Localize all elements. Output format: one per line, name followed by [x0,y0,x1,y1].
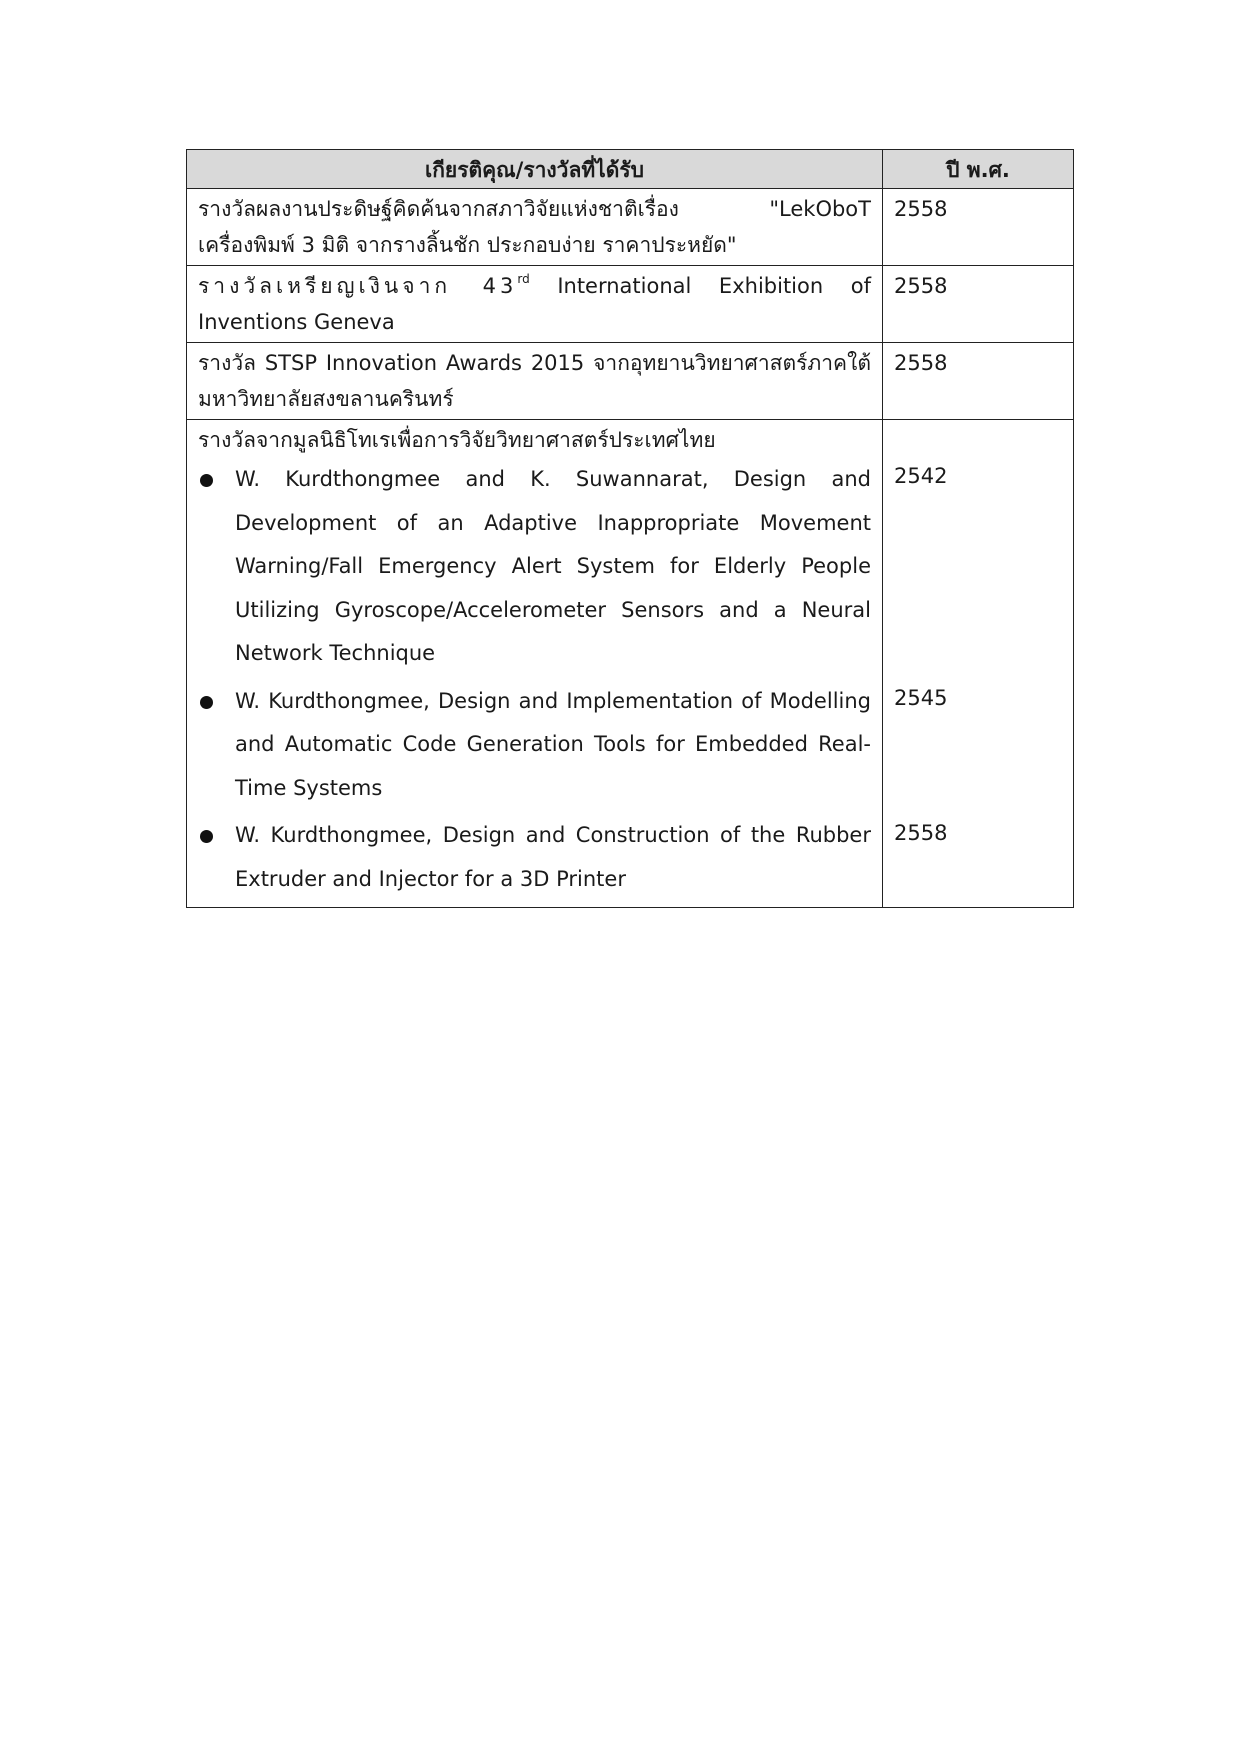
award-year: 2558 [883,189,1074,266]
award-year: 2558 [894,821,948,845]
bullet-icon [200,830,213,843]
list-item-text: W. Kurdthongmee and K. Suwannarat, Design and Development of an Adaptive Inappropriate Movement Warning/Fall Emergency Alert System for Elderly People Utilizing Gyroscope/Accelerometer Sensors and a Neural Network Technique [235,467,871,665]
award-title-prefix: รางวัลเหรียญเงินจาก 43 [198,274,518,298]
list-item [198,814,871,901]
award-year: 2558 [883,343,1074,420]
list-item-text: W. Kurdthongmee, Design and Construction of the Rubber Extruder and Injector for a 3D Printer [235,823,871,891]
header-award-title: เกียรติคุณ/รางวัลที่ได้รับ [187,150,883,189]
table-row [187,266,1074,343]
foundation-award-list [198,458,871,901]
foundation-award-cell [187,420,883,908]
award-year: 2542 [894,464,948,488]
foundation-heading: รางวัลจากมูลนิธิโทเรเพื่อการวิจัยวิทยาศาสตร์ประเทศไทย [198,428,716,452]
foundation-years-cell [883,420,1074,908]
bullet-icon [200,696,213,709]
award-title [187,266,883,343]
table-row [187,189,1074,266]
table-row [187,343,1074,420]
list-item [198,680,871,811]
award-year: 2545 [894,686,948,710]
award-title-suffix: International Exhibition of Inventions Geneva [198,274,871,334]
list-item [198,458,871,676]
award-title: รางวัล STSP Innovation Awards 2015 จากอุทยานวิทยาศาสตร์ภาคใต้ มหาวิทยาลัยสงขลานครินทร์ [187,343,883,420]
award-title: รางวัลผลงานประดิษฐ์คิดค้นจากสภาวิจัยแห่งชาติเรื่อง "LekOboT เครื่องพิมพ์ 3 มิติ จากรางลิ้นชัก ประกอบง่าย ราคาประหยัด" [187,189,883,266]
awards-table [186,149,1074,908]
header-year: ปี พ.ศ. [883,150,1074,189]
table-row [187,420,1074,908]
award-year: 2558 [883,266,1074,343]
list-item-text: W. Kurdthongmee, Design and Implementation of Modelling and Automatic Code Generation Tools for Embedded Real-Time Systems [235,688,871,800]
bullet-icon [200,474,213,487]
ordinal-suffix: rd [517,272,530,286]
table-header-row [187,150,1074,189]
